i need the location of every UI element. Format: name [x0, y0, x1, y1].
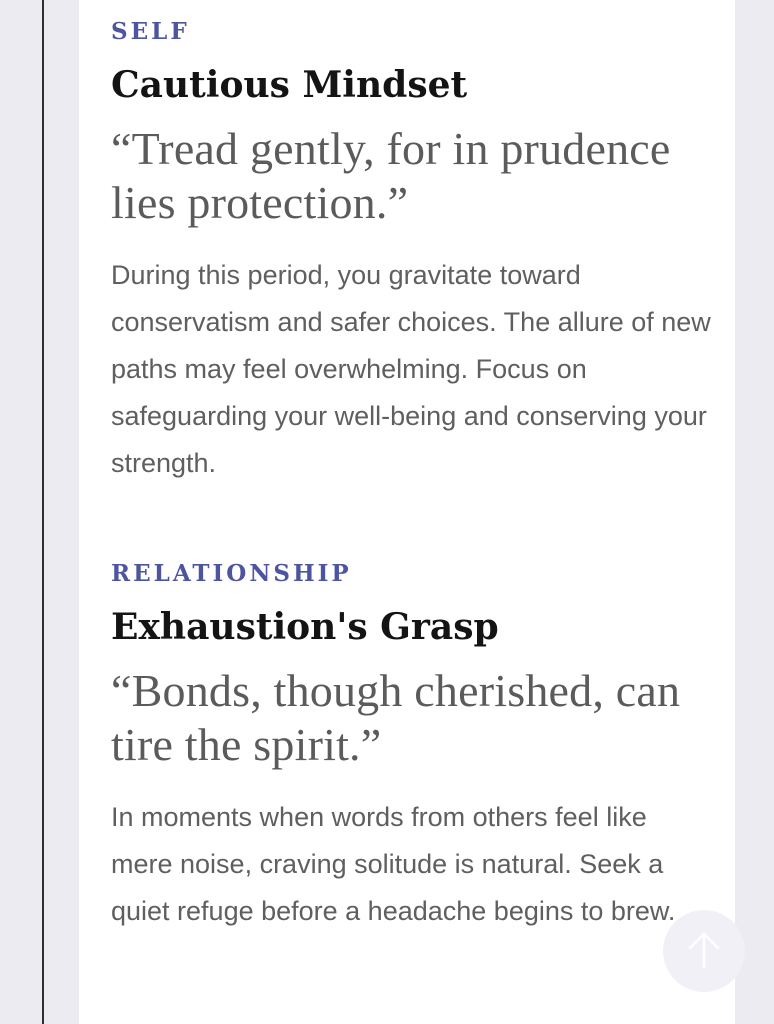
reading-card — [79, 0, 735, 1024]
relationship-section — [111, 558, 711, 935]
section-body: In moments when words from others feel like mere noise, craving solitude is natural. Seek a quiet refuge before a headache begins to brew. — [111, 802, 676, 926]
scroll-to-top-button[interactable] — [663, 910, 745, 992]
category-label: RELATIONSHIP — [111, 560, 352, 587]
arrow-up-icon — [686, 930, 722, 970]
section-body: During this period, you gravitate toward conservatism and safer choices. The allure of new paths may feel overwhelming. Focus on safeguarding your well-being and conserving your strength. — [111, 260, 711, 478]
section-title: Cautious Mindset — [111, 64, 468, 106]
category-label: SELF — [111, 18, 190, 45]
timeline-line — [42, 0, 44, 1024]
section-quote: “Tread gently, for in prudence lies protection.” — [111, 123, 671, 228]
section-quote: “Bonds, though cherished, can tire the spirit.” — [111, 665, 681, 770]
self-section — [111, 16, 711, 487]
section-title: Exhaustion's Grasp — [111, 606, 499, 648]
